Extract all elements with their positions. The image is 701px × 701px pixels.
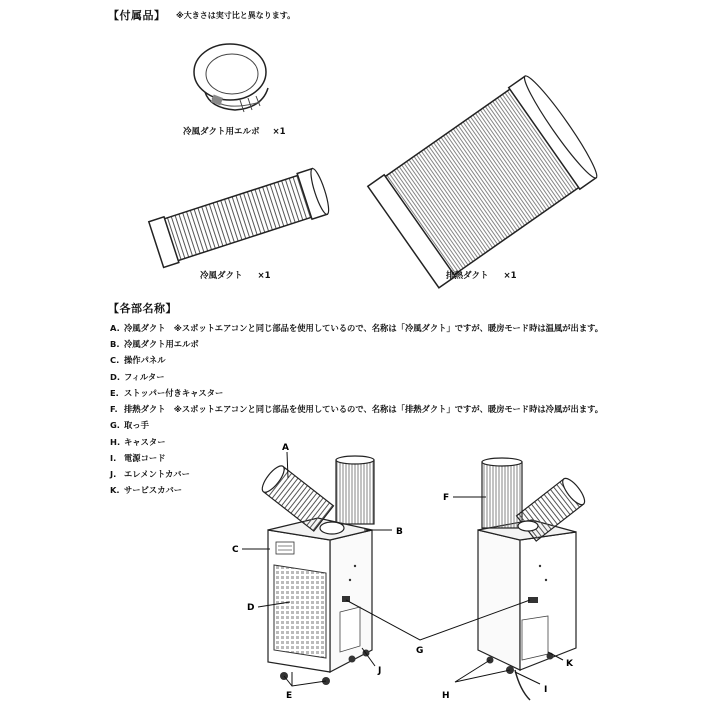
callout-B: B bbox=[396, 527, 403, 537]
elbow-name: 冷風ダクト用エルボ bbox=[183, 127, 260, 137]
part-name: キャスター bbox=[124, 437, 166, 447]
part-letter: A. bbox=[110, 323, 120, 333]
part-letter: G. bbox=[110, 420, 120, 430]
part-item-k bbox=[110, 484, 182, 496]
part-name: エレメントカバー bbox=[124, 469, 190, 479]
part-name: 操作パネル bbox=[124, 355, 166, 365]
part-item-b bbox=[110, 338, 199, 350]
callout-A: A bbox=[282, 443, 289, 453]
part-item-f bbox=[110, 403, 603, 415]
part-letter: D. bbox=[110, 372, 121, 382]
part-item-i bbox=[110, 452, 166, 464]
part-item-a bbox=[110, 322, 603, 334]
unit-front-illustration bbox=[259, 456, 374, 685]
part-name: ストッパー付きキャスター bbox=[124, 388, 224, 398]
part-item-d bbox=[110, 371, 165, 383]
accessories-heading: 【付属品】 bbox=[108, 9, 166, 22]
part-letter: F. bbox=[110, 404, 118, 414]
exhaust-duct-illustration bbox=[368, 72, 603, 288]
part-letter: K. bbox=[110, 485, 120, 495]
callout-C: C bbox=[232, 545, 239, 555]
callout-I: I bbox=[544, 685, 548, 695]
part-name: 冷風ダクト ※スポットエアコンと同じ部品を使用しているので、名称は「冷風ダクト」ですが、暖房モード時は温風が出ます。 bbox=[124, 323, 604, 333]
part-letter: J. bbox=[110, 469, 117, 479]
part-item-h bbox=[110, 436, 166, 448]
elbow-qty: ×1 bbox=[272, 127, 286, 137]
part-letter: H. bbox=[110, 437, 121, 447]
part-name: 冷風ダクト用エルボ bbox=[124, 339, 199, 349]
accessories-note: ※大きさは実寸比と異なります。 bbox=[176, 11, 296, 20]
parts-heading: 【各部名称】 bbox=[108, 302, 177, 315]
part-item-j bbox=[110, 468, 190, 480]
elbow-caption bbox=[183, 125, 286, 137]
cold-air-duct-illustration bbox=[149, 167, 332, 267]
exhaust-duct-name: 排熱ダクト bbox=[446, 271, 489, 281]
callout-K: K bbox=[566, 659, 573, 669]
callout-F: F bbox=[443, 493, 450, 503]
callout-J: J bbox=[378, 666, 382, 676]
part-name: フィルター bbox=[124, 372, 165, 382]
callout-E: E bbox=[286, 691, 293, 701]
part-letter: B. bbox=[110, 339, 120, 349]
part-letter: C. bbox=[110, 355, 120, 365]
part-item-g bbox=[110, 419, 149, 431]
callout-D: D bbox=[247, 603, 255, 613]
exhaust-duct-qty: ×1 bbox=[503, 271, 517, 281]
exhaust-duct-caption bbox=[446, 269, 517, 281]
part-name: サービスカバー bbox=[124, 485, 183, 495]
part-letter: I. bbox=[110, 453, 117, 463]
part-name: 取っ手 bbox=[124, 420, 149, 430]
part-item-e bbox=[110, 387, 223, 399]
part-name: 排熱ダクト ※スポットエアコンと同じ部品を使用しているので、名称は「排熱ダクト」ですが、暖房モード時は冷風が出ます。 bbox=[124, 404, 604, 414]
callout-G: G bbox=[416, 646, 424, 656]
part-item-c bbox=[110, 354, 166, 366]
cold-air-duct-qty: ×1 bbox=[257, 271, 271, 281]
cold-air-duct-caption bbox=[200, 269, 271, 281]
elbow-illustration bbox=[194, 44, 268, 112]
callout-H: H bbox=[442, 691, 450, 701]
cold-air-duct-name: 冷風ダクト bbox=[200, 271, 243, 281]
part-letter: E. bbox=[110, 388, 119, 398]
part-name: 電源コード bbox=[124, 453, 166, 463]
